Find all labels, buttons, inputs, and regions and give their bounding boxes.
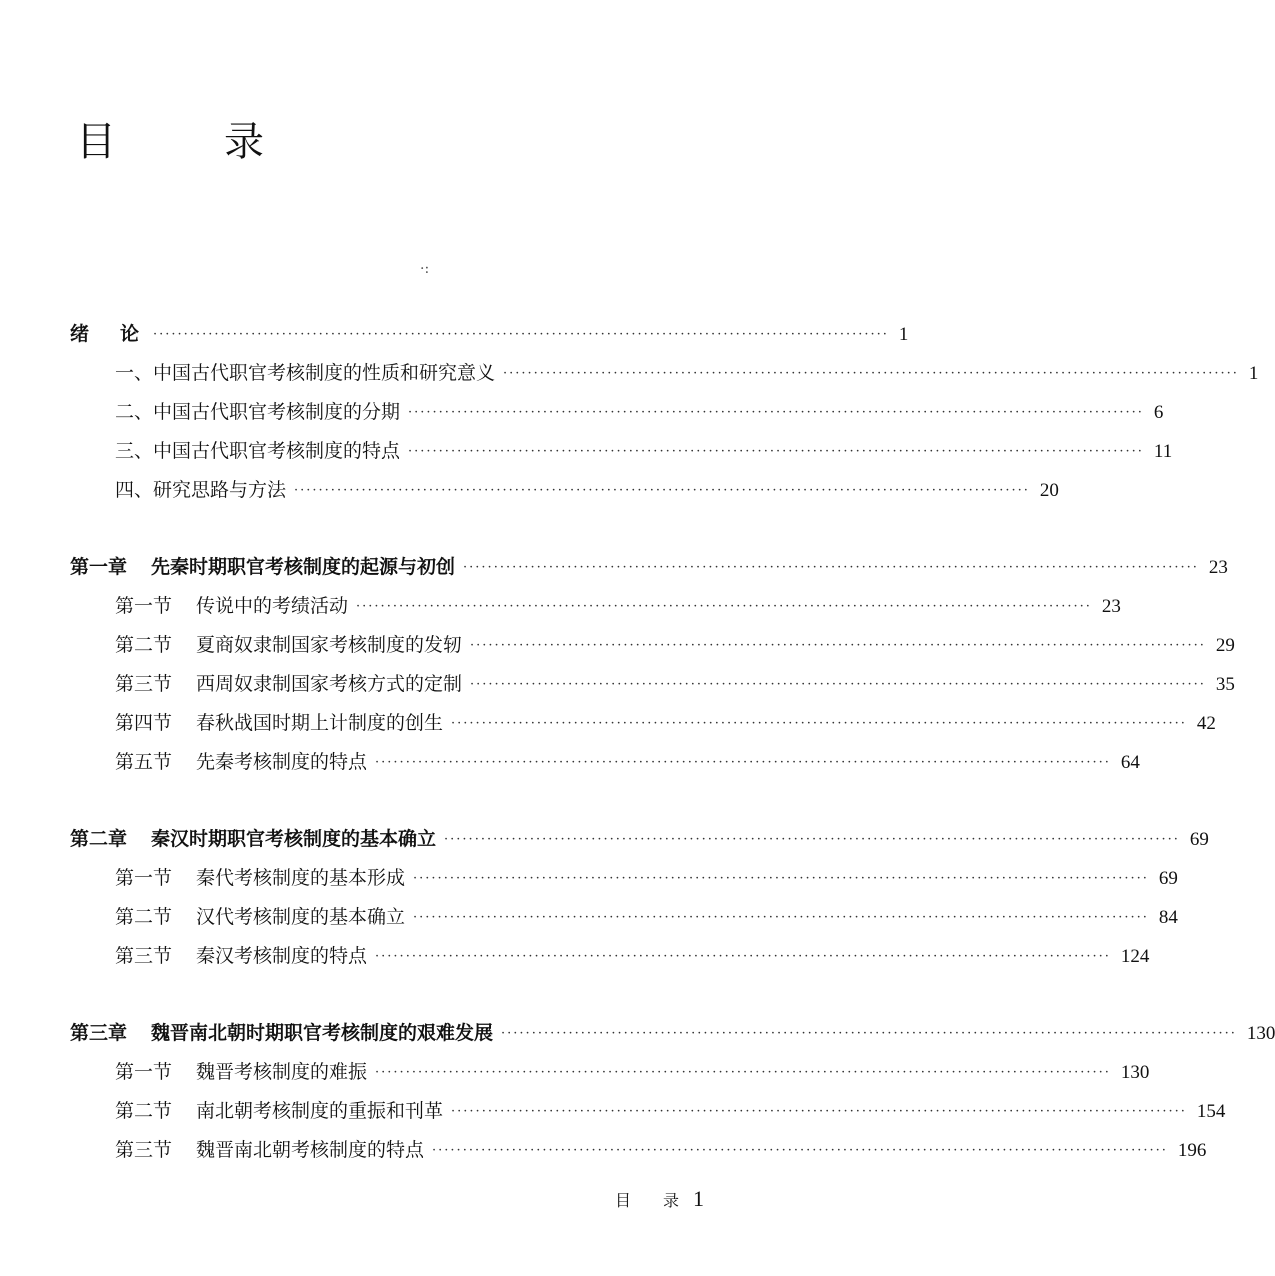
toc-entry-text — [115, 1060, 368, 1083]
dot-leader: ························································································································ — [501, 1025, 1237, 1041]
toc-entry-text — [115, 750, 368, 773]
toc-entry-text — [115, 672, 463, 695]
page-footer — [615, 1186, 704, 1212]
toc-entry-number: 第三节 — [115, 1138, 173, 1161]
toc-entry-number: 第四节 — [115, 711, 173, 734]
toc-page-number: 69 — [1158, 867, 1178, 889]
toc-page-number: 1 — [1248, 362, 1259, 384]
toc-section-row — [0, 1057, 1150, 1087]
toc-page-number: 130 — [1246, 1022, 1275, 1044]
page-number: 1 — [693, 1186, 704, 1211]
toc-entry-text — [70, 555, 456, 578]
toc-section-row — [0, 397, 1164, 427]
toc-page-number: 6 — [1153, 401, 1164, 423]
dot-leader: ························································································································ — [503, 365, 1239, 381]
toc-entry-text — [115, 633, 463, 656]
toc-page-number: 20 — [1039, 479, 1059, 501]
toc-page-number: 64 — [1120, 751, 1140, 773]
toc-entry-title: 秦汉时期职官考核制度的基本确立 — [151, 827, 437, 850]
toc-entry-number: 第三章 — [70, 1021, 128, 1044]
toc-section-row — [0, 669, 1235, 699]
toc-page-number: 196 — [1177, 1139, 1207, 1161]
toc-entry-title: 三、中国古代职官考核制度的特点 — [115, 439, 401, 462]
toc-entry-title: 西周奴隶制国家考核方式的定制 — [196, 672, 463, 695]
toc-entry-text — [115, 944, 368, 967]
toc-entry-title: 夏商奴隶制国家考核制度的发轫 — [196, 633, 463, 656]
toc-entry-title: 传说中的考绩活动 — [196, 594, 349, 617]
toc-entry-title: 魏晋南北朝时期职官考核制度的艰难发展 — [151, 1021, 494, 1044]
scan-mark: ·: — [420, 261, 430, 277]
toc-entry-title: 先秦考核制度的特点 — [196, 750, 368, 773]
dot-leader: ························································································································ — [470, 637, 1206, 653]
dot-leader: ························································································································ — [153, 326, 889, 342]
dot-leader: ························································································································ — [451, 715, 1187, 731]
toc-entry-text — [115, 866, 406, 889]
dot-leader: ························································································································ — [375, 754, 1111, 770]
toc-entry-text — [115, 361, 496, 384]
dot-leader: ························································································································ — [451, 1103, 1187, 1119]
toc-entry-title: 秦代考核制度的基本形成 — [196, 866, 406, 889]
toc-entry-number: 第三节 — [115, 944, 173, 967]
toc-entry-number: 第二节 — [115, 1099, 173, 1122]
toc-entry-title: 二、中国古代职官考核制度的分期 — [115, 400, 401, 423]
toc-entry-number: 第五节 — [115, 750, 173, 773]
toc-section-row — [0, 708, 1216, 738]
toc-entry-text — [70, 827, 437, 850]
toc-section-row — [0, 941, 1150, 971]
dot-leader: ························································································································ — [413, 909, 1149, 925]
toc-entry-number: 第一节 — [115, 866, 173, 889]
toc-entry-title: 汉代考核制度的基本确立 — [196, 905, 406, 928]
toc-section-row — [0, 1135, 1207, 1165]
toc-page-number: 29 — [1215, 634, 1235, 656]
page-title: 目 录 — [76, 119, 298, 165]
toc-chapter-row — [0, 319, 909, 349]
toc-entry-number: 第一章 — [70, 555, 128, 578]
toc-entry-text — [70, 322, 146, 345]
toc-entry-text — [115, 594, 349, 617]
toc-section-row — [0, 358, 1259, 388]
toc-section-row — [0, 902, 1178, 932]
toc-entry-text — [70, 1021, 494, 1044]
dot-leader: ························································································································ — [294, 482, 1030, 498]
dot-leader: ························································································································ — [432, 1142, 1168, 1158]
toc-section-row — [0, 475, 1059, 505]
toc-entry-title: 四、研究思路与方法 — [115, 478, 287, 501]
toc-entry-title: 绪 论 — [70, 322, 146, 345]
toc-entry-number: 第一节 — [115, 594, 173, 617]
toc-entry-title: 魏晋考核制度的难振 — [196, 1060, 368, 1083]
toc-entry-title: 魏晋南北朝考核制度的特点 — [196, 1138, 425, 1161]
toc-entry-title: 一、中国古代职官考核制度的性质和研究意义 — [115, 361, 496, 384]
toc-chapter-row — [0, 552, 1228, 582]
toc-section-row — [0, 863, 1178, 893]
dot-leader: ························································································································ — [470, 676, 1206, 692]
toc-entry-text — [115, 905, 406, 928]
toc-section-row — [0, 630, 1235, 660]
toc-page-number: 35 — [1215, 673, 1235, 695]
toc-entry-text — [115, 1138, 425, 1161]
toc-chapter-row — [0, 824, 1209, 854]
toc-entry-number: 第二节 — [115, 905, 173, 928]
toc-entry-title: 春秋战国时期上计制度的创生 — [196, 711, 444, 734]
toc-entry-number: 第二节 — [115, 633, 173, 656]
toc-page-number: 23 — [1208, 556, 1228, 578]
dot-leader: ························································································································ — [444, 831, 1180, 847]
dot-leader: ························································································································ — [408, 443, 1144, 459]
toc-section-row — [0, 747, 1140, 777]
toc-page-number: 154 — [1196, 1100, 1226, 1122]
toc-page-number: 84 — [1158, 906, 1178, 928]
toc-entry-text — [115, 1099, 444, 1122]
toc-entry-number: 第二章 — [70, 827, 128, 850]
dot-leader: ························································································································ — [463, 559, 1199, 575]
toc-chapter-row — [0, 1018, 1275, 1048]
dot-leader: ························································································································ — [356, 598, 1092, 614]
toc-entry-number: 第一节 — [115, 1060, 173, 1083]
toc-page-number: 23 — [1101, 595, 1121, 617]
toc-page-number: 1 — [898, 323, 909, 345]
dot-leader: ························································································································ — [413, 870, 1149, 886]
toc-entry-text — [115, 400, 401, 423]
toc-page-number: 124 — [1120, 945, 1150, 967]
toc-entry-title: 先秦时期职官考核制度的起源与初创 — [151, 555, 456, 578]
dot-leader: ························································································································ — [375, 948, 1111, 964]
toc-page-number: 69 — [1189, 828, 1209, 850]
toc-page-number: 130 — [1120, 1061, 1150, 1083]
toc-entry-text — [115, 478, 287, 501]
toc-entry-text — [115, 439, 401, 462]
toc-section-row — [0, 1096, 1226, 1126]
toc-section-row — [0, 591, 1121, 621]
dot-leader: ························································································································ — [408, 404, 1144, 420]
toc-entry-title: 秦汉考核制度的特点 — [196, 944, 368, 967]
toc-entry-text — [115, 711, 444, 734]
toc-entry-number: 第三节 — [115, 672, 173, 695]
dot-leader: ························································································································ — [375, 1064, 1111, 1080]
running-title: 目 录 — [614, 1191, 687, 1210]
toc-page-number: 42 — [1196, 712, 1216, 734]
toc-entry-title: 南北朝考核制度的重振和刊革 — [196, 1099, 444, 1122]
toc-page-number: 11 — [1153, 440, 1173, 462]
toc-section-row — [0, 436, 1173, 466]
